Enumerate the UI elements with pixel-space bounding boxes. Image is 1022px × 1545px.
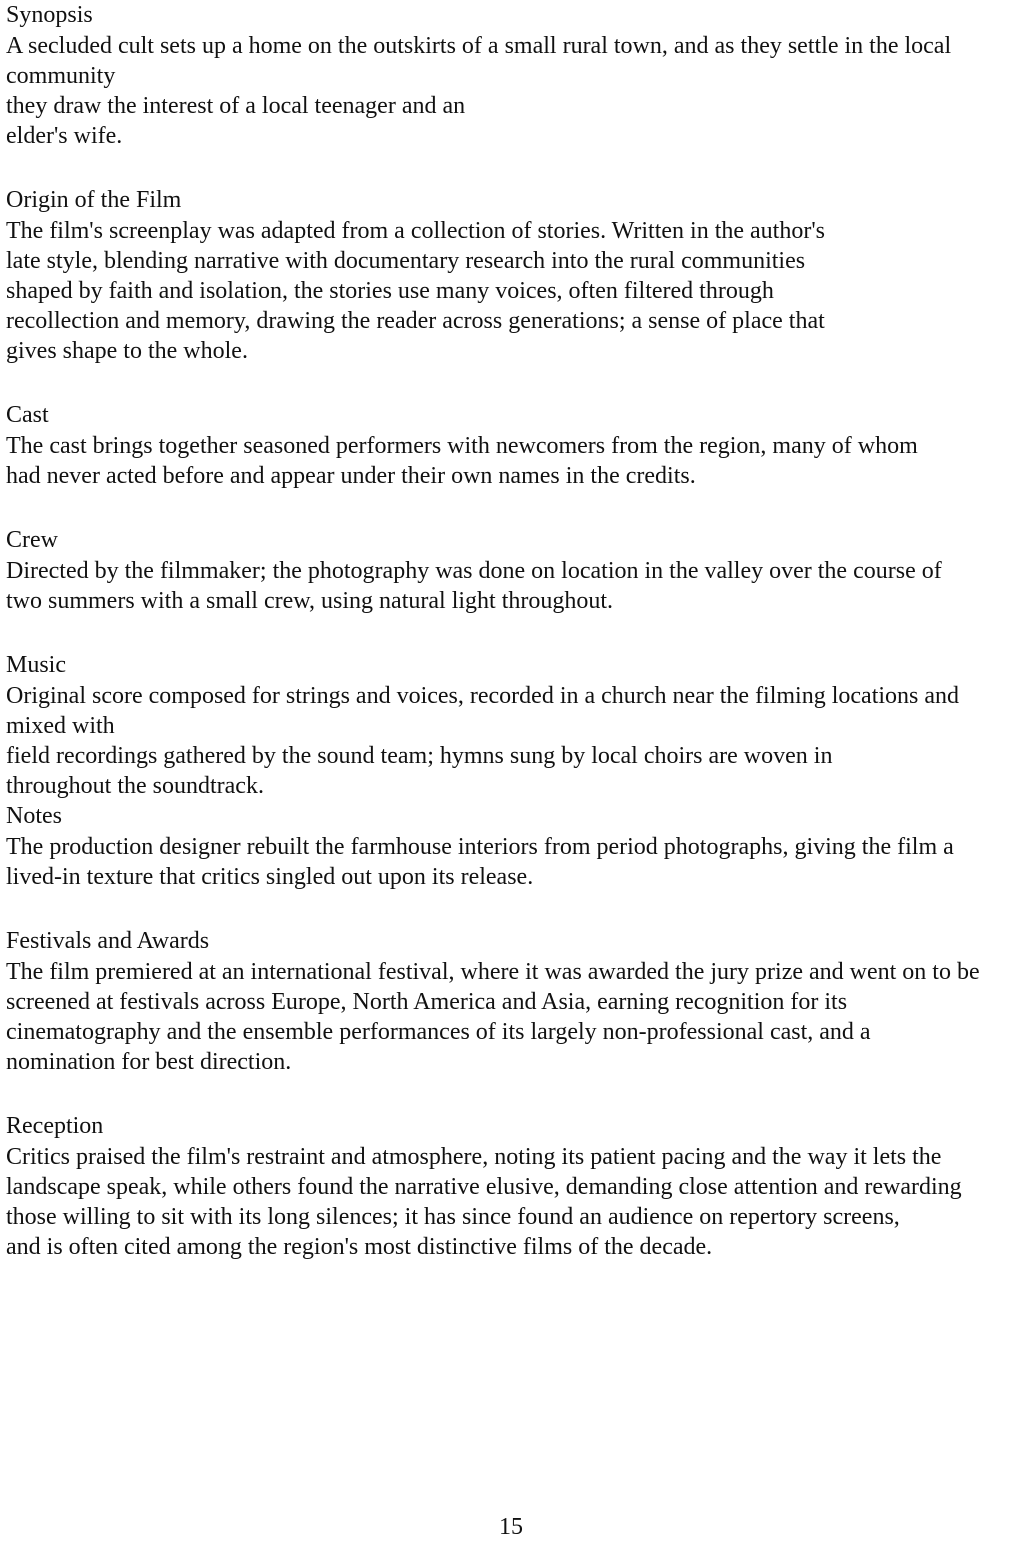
document-page xyxy=(6,0,1016,1296)
section-body: A secluded cult sets up a home on the outskirts of a small rural town, and as they settle in the local community they draw the interest of a local teenager and an elder's wife. xyxy=(6,33,952,149)
section-body: Original score composed for strings and voices, recorded in a church near the filming locations and mixed with field recordings gathered by the sound team; hymns sung by local choirs are woven in throughout the soundtrack. xyxy=(6,683,960,799)
document-section xyxy=(6,801,1016,892)
document-section xyxy=(6,926,1016,1077)
document-section xyxy=(6,650,1016,801)
section-heading: Synopsis xyxy=(6,2,93,28)
section-body: The cast brings together seasoned performers with newcomers from the region, many of whom had never acted before and appear under their own names in the credits. xyxy=(6,433,918,489)
document-section xyxy=(6,185,1016,366)
section-body: The film premiered at an international festival, where it was awarded the jury prize and went on to be screened at festivals across Europe, North America and Asia, earning recognition for its cinematography and the ensemble performances of its largely non-professional cast, and a nomination for best direction. xyxy=(6,959,980,1075)
document-section xyxy=(6,525,1016,616)
document-section xyxy=(6,0,1016,151)
section-heading: Festivals and Awards xyxy=(6,928,210,954)
section-heading: Reception xyxy=(6,1113,104,1139)
section-body: The film's screenplay was adapted from a collection of stories. Written in the author's late style, blending narrative with documentary research into the rural communities shaped by faith and isolation, the stories use many voices, often filtered through recollection and memory, drawing the reader across generations; a sense of place that gives shape to the whole. xyxy=(6,218,825,364)
section-heading: Music xyxy=(6,652,66,678)
section-body: Critics praised the film's restraint and atmosphere, noting its patient pacing and the way it lets the landscape speak, while others found the narrative elusive, demanding close attention and rewarding those willing to sit with its long silences; it has since found an audience on repertory screens, and is often cited among the region's most distinctive films of the decade. xyxy=(6,1144,962,1260)
section-heading: Crew xyxy=(6,527,58,553)
section-heading: Cast xyxy=(6,402,49,428)
section-body: Directed by the filmmaker; the photography was done on location in the valley over the course of two summers with a small crew, using natural light throughout. xyxy=(6,558,942,614)
section-body: The production designer rebuilt the farmhouse interiors from period photographs, giving the film a lived-in texture that critics singled out upon its release. xyxy=(6,834,954,890)
section-heading: Notes xyxy=(6,803,62,829)
page-number: 15 xyxy=(499,1514,523,1540)
section-heading: Origin of the Film xyxy=(6,187,182,213)
document-section xyxy=(6,400,1016,491)
document-section xyxy=(6,1111,1016,1262)
